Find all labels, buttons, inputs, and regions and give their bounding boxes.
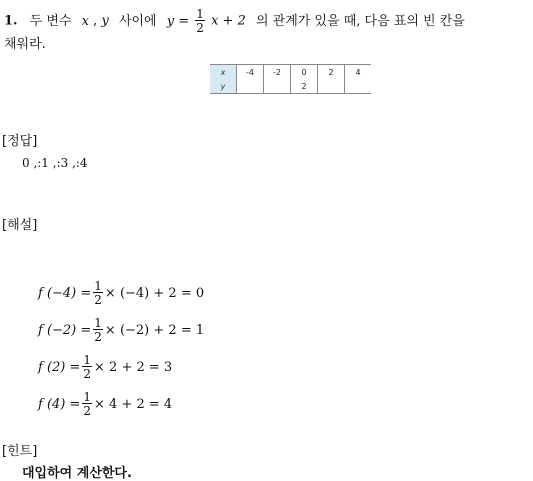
explanation-line-4 [38,391,172,417]
equation-rhs: x + 2 [211,13,246,29]
explanation-line-2 [38,317,204,343]
table-cell: y [210,79,237,94]
table-cell: 4 [345,65,372,80]
eq-rhs: × 4 + 2 = 4 [94,396,173,412]
eq-fraction [82,391,92,417]
fraction-denominator: 2 [196,21,204,35]
comma: , [93,13,98,29]
fraction-numerator: 1 [83,390,92,404]
table-cell: 2 [291,79,318,94]
table-cell [237,79,264,94]
fraction-numerator: 1 [83,353,92,367]
answer-text: 0 ,:1 ,:3 ,:4 [22,156,88,170]
var-x: x [81,13,90,29]
table-cell: 2 [318,65,345,80]
problem-text-c: 의 관계가 있을 때, 다음 표의 빈 칸을 [255,13,465,29]
eq-rhs: × (−4) + 2 = 0 [104,285,205,301]
table-cell [264,79,291,94]
value-table [210,64,371,94]
table-cell: 0 [291,65,318,80]
equation-lhs: y = [166,13,190,29]
explanation-label: [해설] [2,218,38,233]
var-y: y [101,13,109,29]
fraction-denominator: 2 [83,367,92,381]
table-cell: -2 [264,65,291,80]
equation-fraction [195,8,205,34]
problem-number: 1. [4,13,18,29]
explanation-line-3 [38,354,172,380]
table-cell: -4 [237,65,264,80]
problem-text-b: 사이에 [118,13,157,29]
fraction-denominator: 2 [83,404,92,418]
fraction-denominator: 2 [94,293,102,307]
problem-text-a: 두 변수 [29,13,72,29]
explanation-line-1 [38,280,204,306]
table-cell: x [210,65,237,80]
fraction-denominator: 2 [94,330,102,344]
eq-fraction [93,317,103,343]
eq-fraction [93,280,103,306]
table-row-y [210,79,371,94]
table-cell [345,79,372,94]
eq-rhs: × 2 + 2 = 3 [94,359,173,375]
fraction-numerator: 1 [196,7,204,21]
fraction-numerator: 1 [94,279,102,293]
eq-lhs: f (−4) = [38,285,92,301]
table-cell [318,79,345,94]
problem-line-2: 채워라. [4,37,46,52]
problem-line-1 [4,8,465,34]
eq-fraction [82,354,92,380]
eq-lhs: f (2) = [38,359,81,375]
answer-label: [정답] [2,134,38,149]
eq-rhs: × (−2) + 2 = 1 [104,322,205,338]
eq-lhs: f (4) = [38,396,81,412]
hint-text: 대입하여 계산한다. [22,466,132,481]
fraction-numerator: 1 [94,316,102,330]
value-table-wrapper [210,64,371,94]
eq-lhs: f (−2) = [38,322,92,338]
table-row-x [210,65,371,80]
hint-label: [힌트] [2,444,38,459]
